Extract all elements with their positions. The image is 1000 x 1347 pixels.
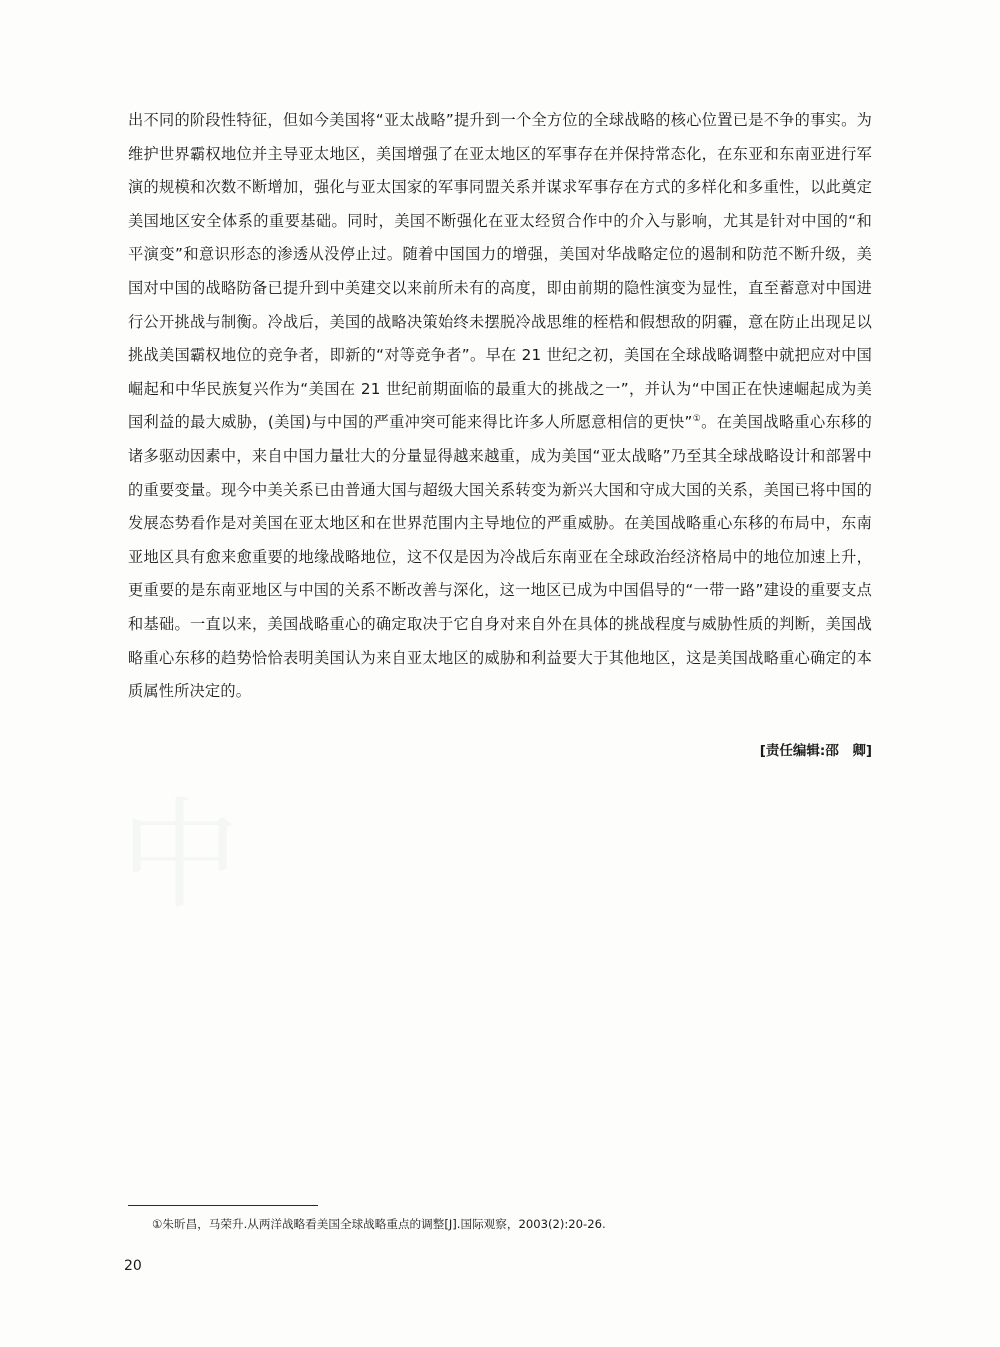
editor-note: [责任编辑:邵 卿]: [759, 742, 872, 759]
footnote-marker: ①: [152, 1217, 163, 1231]
page-content: [128, 104, 872, 759]
page-number: 20: [124, 1258, 142, 1274]
footnote-item: [128, 1215, 872, 1234]
footnote-area: [128, 1205, 872, 1234]
footnote-reference: ①: [692, 414, 702, 425]
footnote-divider: [128, 1205, 318, 1206]
main-paragraph: [128, 104, 872, 709]
main-paragraph-part1: 出不同的阶段性特征，但如今美国将“亚太战略”提升到一个全方位的全球战略的核心位置已是不争的事实。为维护世界霸权地位并主导亚太地区，美国增强了在亚太地区的军事存在并保持常态化，在东亚和东南亚进行军演的规模和次数不断增加，强化与亚太国家的军事同盟关系并谋求军事存在方式的多样化和多重性，以此奠定美国地区安全体系的重要基础。同时，美国不断强化在亚太经贸合作中的介入与影响，尤其是针对中国的“和平演变”和意识形态的渗透从没停止过。随着中国国力的增强，美国对华战略定位的遏制和防范不断升级，美国对中国的战略防备已提升到中美建交以来前所未有的高度，即由前期的隐性演变为显性，直至蓄意对中国进行公开挑战与制衡。冷战后，美国的战略决策始终未摆脱冷战思维的桎梏和假想敌的阴霾，意在防止出现足以挑战美国霸权地位的竞争者，即新的“对等竞争者”。早在 21 世纪之初，美国在全球战略调整中就把应对中国崛起和中华民族复兴作为“美国在 21 世纪前期面临的最重大的挑战之一”，并认为“中国正在快速崛起成为美国利益的最大威胁，(美国)与中国的严重冲突可能来得比许多人所愿意相信的更快”: [128, 111, 872, 432]
watermark: 中: [120, 787, 246, 926]
main-paragraph-part2: 。在美国战略重心东移的诸多驱动因素中，来自中国力量壮大的分量显得越来越重，成为美国“亚太战略”乃至其全球战略设计和部署中的重要变量。现今中美关系已由普通大国与超级大国关系转变为新兴大国和守成大国的关系，美国已将中国的发展态势看作是对美国在亚太地区和在世界范围内主导地位的严重威胁。在美国战略重心东移的布局中，东南亚地区具有愈来愈重要的地缘战略地位，这不仅是因为冷战后东南亚在全球政治经济格局中的地位加速上升，更重要的是东南亚地区与中国的关系不断改善与深化，这一地区已成为中国倡导的“一带一路”建设的重要支点和基础。一直以来，美国战略重心的确定取决于它自身对来自外在具体的挑战程度与威胁性质的判断，美国战略重心东移的趋势恰恰表明美国认为来自亚太地区的威胁和利益要大于其他地区，这是美国战略重心确定的本质属性所决定的。: [128, 413, 872, 701]
footnote-citation: 朱昕昌，马荣升.从两洋战略看美国全球战略重点的调整[J].国际观察，2003(2):20-26.: [162, 1217, 606, 1231]
